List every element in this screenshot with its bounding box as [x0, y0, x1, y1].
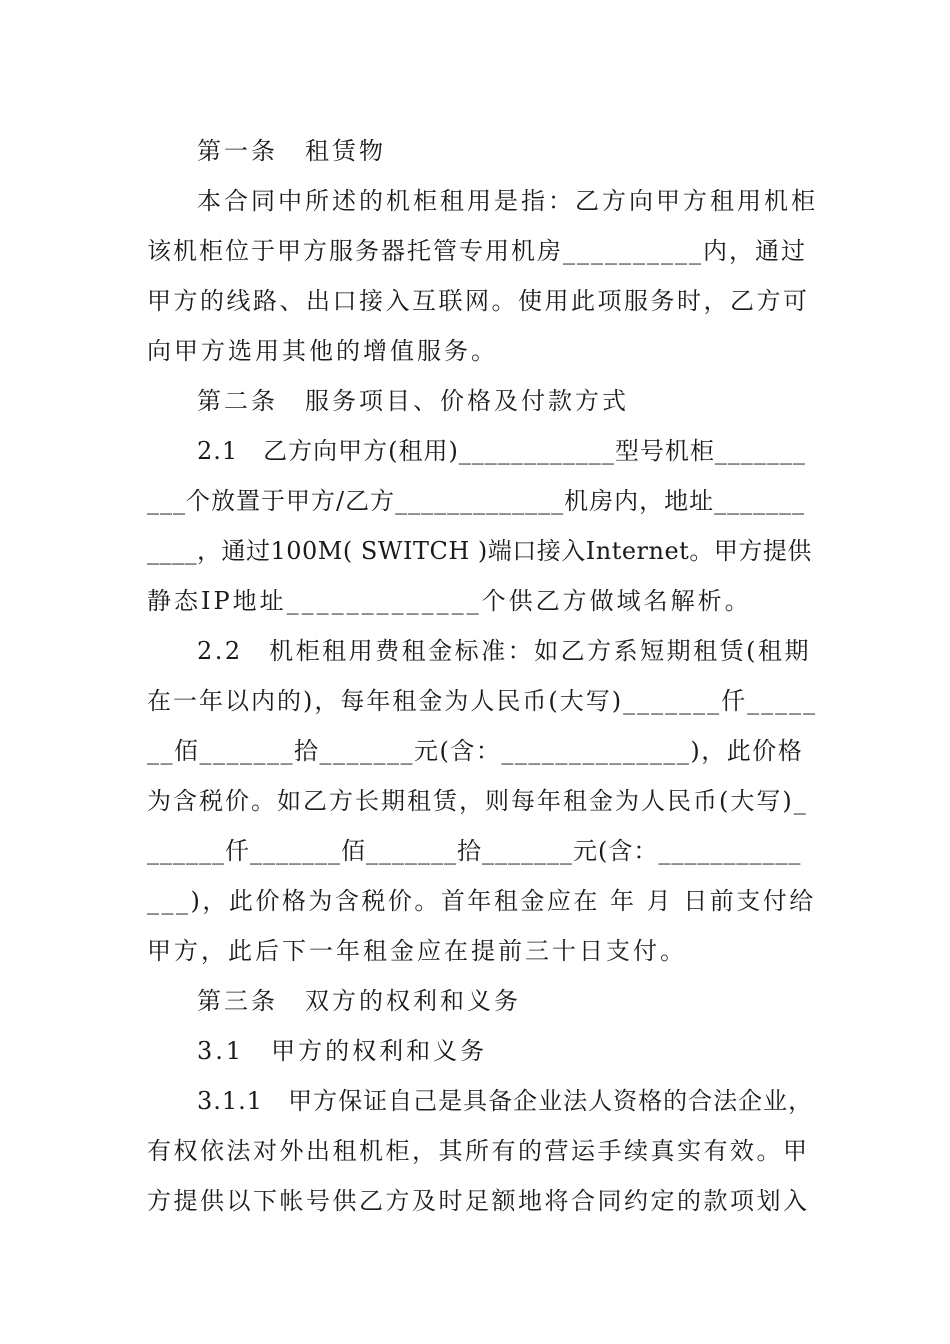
clause-2-2-line: 2.2 机柜租用费租金标准：如乙方系短期租赁(租期 [197, 637, 812, 665]
clause-2-1-line: 2.1 乙方向甲方(租用)____________型号机柜_______ [197, 437, 806, 465]
paragraph-line: 该机柜位于甲方服务器托管专用机房__________内，通过 [147, 237, 807, 265]
paragraph-line: 甲方的线路、出口接入互联网。使用此项服务时，乙方可 [147, 287, 810, 315]
paragraph-line: 静态IP地址_____________个供乙方做域名解析。 [147, 587, 752, 615]
article-3-heading: 第三条 双方的权利和义务 [197, 987, 521, 1015]
paragraph-line: 方提供以下帐号供乙方及时足额地将合同约定的款项划入 [147, 1187, 810, 1215]
clause-3-1-heading: 3.1 甲方的权利和义务 [197, 1037, 488, 1065]
paragraph-line: 为含税价。如乙方长期租赁，则每年租金为人民币(大写)_ [147, 787, 808, 815]
paragraph-line: 在一年以内的)，每年租金为人民币(大写)_______仟_____ [147, 687, 818, 715]
paragraph-line: ____，通过100M( SWITCH )端口接入Internet。甲方提供 [147, 537, 812, 565]
paragraph-line: ___)，此价格为含税价。首年租金应在 年 月 日前支付给 [147, 887, 816, 915]
paragraph-line: 甲方，此后下一年租金应在提前三十日支付。 [147, 937, 687, 965]
paragraph-line: __佰_______拾_______元(含：______________)，此价格 [147, 737, 804, 765]
paragraph-line: ___个放置于甲方/乙方_____________机房内，地址_______ [147, 487, 806, 515]
clause-3-1-1-line: 3.1.1 甲方保证自己是具备企业法人资格的合法企业， [197, 1087, 814, 1115]
paragraph-line: 向甲方选用其他的增值服务。 [147, 337, 498, 365]
article-1-heading: 第一条 租赁物 [197, 137, 386, 165]
article-2-heading: 第二条 服务项目、价格及付款方式 [197, 387, 629, 415]
paragraph-line: 本合同中所述的机柜租用是指：乙方向甲方租用机柜 [197, 187, 818, 215]
paragraph-line: 有权依法对外出租机柜，其所有的营运手续真实有效。甲 [147, 1137, 810, 1165]
paragraph-line: ______仟_______佰_______拾_______元(含：___________ [147, 837, 802, 865]
